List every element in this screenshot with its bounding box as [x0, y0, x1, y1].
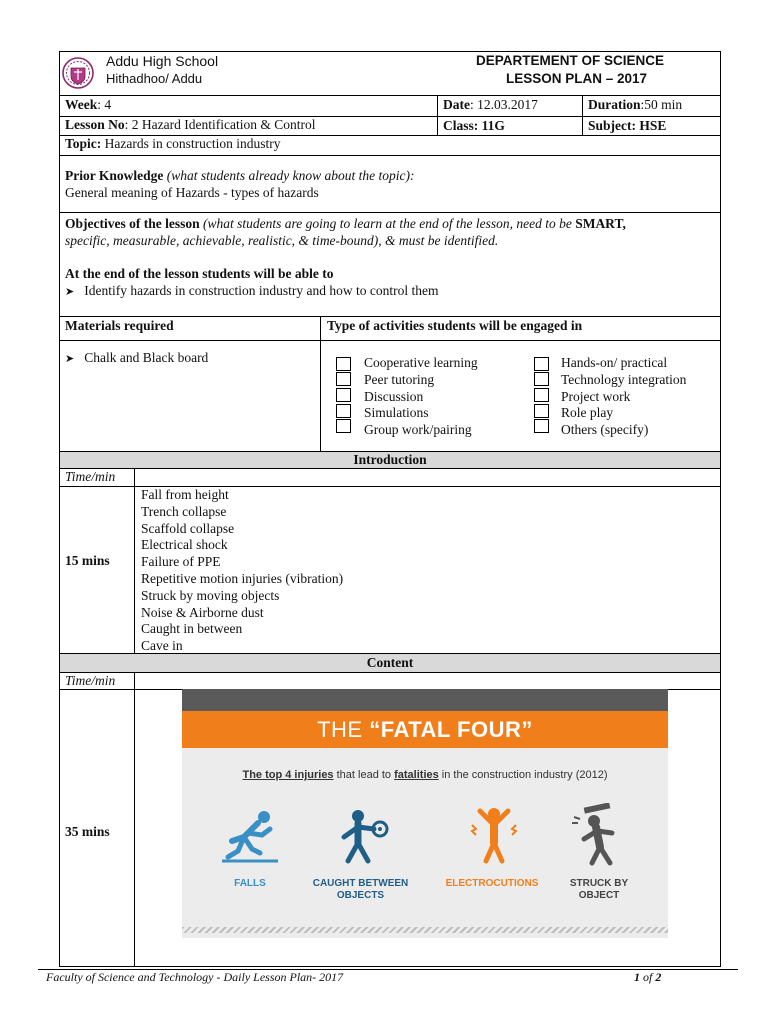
- school-location: Hithadhoo/ Addu: [106, 71, 203, 86]
- list-item: Repetitive motion injuries (vibration): [141, 571, 344, 586]
- list-item: Electrical shock: [141, 537, 228, 552]
- department-title: DEPARTEMENT OF SCIENCE: [476, 53, 665, 68]
- activity-label: Discussion: [364, 389, 424, 404]
- checkbox-group-work[interactable]: [336, 419, 351, 433]
- duration-label: Duration: [588, 97, 641, 112]
- checkbox-role-play[interactable]: [534, 404, 549, 418]
- plan-title: LESSON PLAN – 2017: [506, 71, 648, 86]
- arrow-bullet-icon: ➤: [65, 286, 75, 298]
- activity-label: Project work: [561, 389, 631, 404]
- activity-label: Group work/pairing: [364, 422, 472, 437]
- activity-label: Simulations: [364, 405, 429, 420]
- duration-value: :50 min: [640, 97, 683, 112]
- objectives-hint-2: specific, measurable, achievable, realistic, & time-bound), & must be identified.: [65, 233, 499, 248]
- topic-field: [65, 136, 280, 152]
- class-label: Class: 11G: [443, 118, 505, 133]
- activities-heading: Type of activities students will be engaged in: [327, 318, 583, 333]
- activity-label: Cooperative learning: [364, 355, 478, 370]
- falling-person-icon: [218, 807, 282, 870]
- fatal-four-label: FALLS: [234, 878, 266, 889]
- activity-label: Peer tutoring: [364, 372, 435, 387]
- checkbox-simulations[interactable]: [336, 404, 351, 418]
- list-item: Struck by moving objects: [141, 588, 280, 603]
- objectives-end-label: At the end of the lesson students will be able to: [65, 266, 334, 281]
- week-field: [65, 97, 111, 113]
- infographic-subtitle: The top 4 injuries that lead to fatalities in the construction industry (2012): [242, 769, 608, 781]
- lesson-label: Lesson No: [65, 117, 125, 132]
- school-name: Addu High School: [106, 53, 219, 69]
- caught-between-icon: [332, 807, 396, 870]
- arrow-bullet-icon: ➤: [65, 353, 75, 365]
- date-label: Date: [443, 97, 470, 112]
- content-time-header: Time/min: [65, 673, 116, 688]
- list-item: Failure of PPE: [141, 554, 221, 569]
- page-number: 1 of 2: [634, 970, 662, 984]
- materials-item: ➤ Chalk and Black board: [65, 350, 209, 365]
- duration-field: [588, 97, 682, 113]
- subject-field: [588, 118, 666, 134]
- subject-label: Subject: HSE: [588, 118, 667, 133]
- fatal-four-infographic: [182, 689, 668, 938]
- activity-label: Hands-on/ practical: [561, 355, 668, 370]
- hatched-divider: [182, 927, 668, 933]
- checkbox-peer-tutoring[interactable]: [336, 372, 351, 386]
- prior-knowledge-hint: (what students already know about the topic):: [163, 168, 415, 183]
- checkbox-discussion[interactable]: [336, 388, 351, 402]
- smart-label: SMART,: [575, 216, 626, 231]
- list-item: Fall from height: [141, 487, 229, 502]
- prior-knowledge-text: General meaning of Hazards - types of hazards: [65, 185, 319, 200]
- content-heading: Content: [366, 655, 414, 670]
- activity-label: Others (specify): [561, 422, 649, 437]
- objectives-heading: [65, 216, 626, 232]
- materials-heading: Materials required: [65, 318, 174, 333]
- objectives-hint: (what students are going to learn at the end of the lesson, need to be: [199, 216, 576, 231]
- fatal-four-label: CAUGHT BETWEEN OBJECTS: [312, 878, 409, 901]
- objective-bullet: ➤ Identify hazards in construction industry and how to control them: [65, 283, 439, 298]
- infographic-title: THE “FATAL FOUR”: [317, 717, 533, 742]
- objectives-label: Objectives of the lesson: [65, 216, 200, 231]
- list-item: Noise & Airborne dust: [141, 605, 264, 620]
- list-item: Cave in: [141, 638, 183, 653]
- checkbox-hands-on[interactable]: [534, 357, 549, 371]
- checkbox-technology-integration[interactable]: [534, 372, 549, 386]
- list-item: Scaffold collapse: [141, 521, 235, 536]
- date-value: : 12.03.2017: [470, 97, 538, 112]
- intro-time-header: Time/min: [65, 469, 116, 484]
- content-time: 35 mins: [65, 824, 110, 839]
- week-value: : 4: [97, 97, 112, 112]
- electrocution-icon: [462, 803, 526, 870]
- topic-value: Hazards in construction industry: [101, 136, 281, 151]
- fatal-four-label: ELECTROCUTIONS: [445, 878, 539, 889]
- list-item: Caught in between: [141, 621, 243, 636]
- lesson-value: : 2 Hazard Identification & Control: [124, 117, 316, 132]
- date-field: [443, 97, 538, 113]
- intro-time: 15 mins: [65, 553, 110, 568]
- fatal-four-label: STRUCK BY OBJECT: [569, 878, 629, 901]
- activity-label: Technology integration: [561, 372, 687, 387]
- struck-by-object-icon: [564, 803, 628, 870]
- checkbox-project-work[interactable]: [534, 388, 549, 402]
- checkbox-cooperative-learning[interactable]: [336, 357, 351, 371]
- class-field: [443, 118, 505, 134]
- topic-label: Topic:: [65, 136, 102, 151]
- list-item: Trench collapse: [141, 504, 227, 519]
- school-crest-icon: [62, 56, 94, 90]
- footer-text: Faculty of Science and Technology - Daily Lesson Plan- 2017: [46, 970, 344, 984]
- prior-knowledge-label: Prior Knowledge: [65, 168, 164, 183]
- activity-label: Role play: [561, 405, 614, 420]
- lesson-field: [65, 117, 315, 133]
- introduction-heading: Introduction: [353, 452, 427, 467]
- checkbox-others[interactable]: [534, 419, 549, 433]
- prior-knowledge-heading: [65, 168, 414, 184]
- week-label: Week: [65, 97, 98, 112]
